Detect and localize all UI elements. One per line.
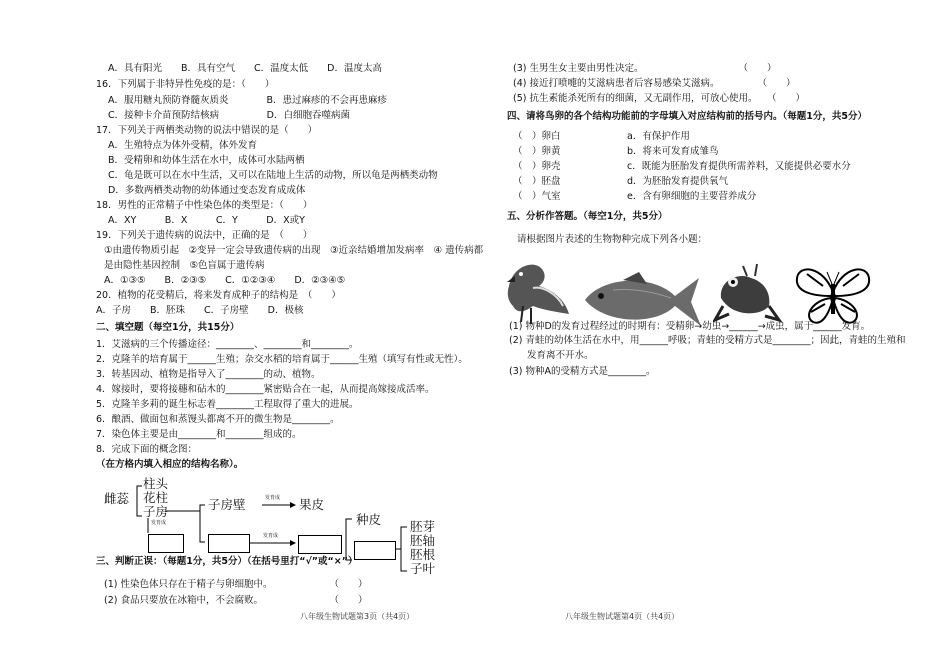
fill-7: 7．染色体主要是由________和________组成的。 — [96, 429, 302, 440]
q17-option-d: D．多数两栖类动物的幼体通过变态发育成成体 — [108, 185, 306, 196]
judge-1: (1) 性染色体只存在于精子与卵细胞中。 （ ） — [104, 579, 368, 590]
q18-options: A．XY B．X C．Y D．X或Y — [108, 215, 305, 226]
right-page — [475, 0, 950, 671]
q16-stem: 16．下列属于非特异性免疫的是：（ ） — [96, 79, 275, 90]
q19-options: A．①③⑤ B．②③⑤ C．①②③④ D．②③④⑤ — [104, 275, 346, 286]
q20-options: A．子房 B．胚珠 C．子房壁 D．极核 — [96, 305, 304, 316]
fill-5: 5．克隆羊多莉的诞生标志着________工程取得了重大的进展。 — [96, 399, 359, 410]
answer-box-ovule[interactable] — [148, 534, 184, 553]
analysis-intro: 请根据图片表述的生物物种完成下列各小题： — [517, 234, 708, 245]
analysis-q2: (2) 青蛙的幼体生活在水中，用______呼吸；青蛙的受精方式是________；因此，青蛙的生殖和 — [509, 335, 906, 346]
q19-statements-2: 是由隐性基因控制 ⑤色盲属于遗传病 — [104, 260, 265, 271]
analysis-q2-cont: 发育离不开水。 — [527, 350, 594, 361]
develops-label-1: 发育成 — [265, 495, 281, 501]
section-5-heading: 五、分析作答题。（每空1分，共5分） — [507, 211, 668, 222]
q17-option-b: B．受精卵和幼体生活在水中，成体可水陆两栖 — [108, 155, 305, 166]
butterfly-image — [793, 262, 873, 328]
fill-1: 1．艾滋病的三个传播途径：________、________和________。 — [96, 339, 359, 350]
develops-label-3: 发育成 — [263, 533, 279, 539]
embryo-part-hypocotyl: 胚轴 — [410, 533, 436, 548]
section-4-heading: 四、请将鸟卵的各个结构功能前的字母填入对应结构前的括号内。（每题1分，共5分） — [507, 111, 867, 122]
ovary-wall: 子房壁 — [208, 497, 246, 512]
q18-stem: 18．男性的正常精子中性染色体的类型是：（ ） — [96, 200, 313, 211]
q17-stem: 17．下列关于两栖类动物的说法中错误的是（ ） — [96, 125, 318, 136]
page-footer-right: 八年级生物试题第4页（共4页） — [565, 612, 680, 621]
judge-2: (2) 食品只要放在冰箱中，不会腐败。 （ ） — [104, 595, 368, 606]
embryo-part-radicle: 胚根 — [410, 547, 436, 562]
q16-options-ab: A．服用糖丸预防脊髓灰质炎 B．患过麻疹的不会再患麻疹 — [108, 95, 388, 106]
fill-8-instruction: （在方格内填入相应的结构名称）。 — [96, 459, 244, 470]
egg-row-5: （ ）气室 e．含有卵细胞的主要营养成分 — [513, 191, 757, 202]
style: 花柱 — [143, 490, 169, 505]
egg-row-4: （ ）胚盘 d．为胚胎发育提供氧气 — [513, 176, 729, 187]
q17-option-a: A．生殖特点为体外受精，体外发育 — [108, 140, 257, 151]
fill-2: 2．克隆羊的培育属于______生殖；杂交水稻的培育属于______生殖（填写有性或无性）。 — [96, 354, 468, 365]
judge-3: (3) 生男生女主要由男性决定。 （ ） — [513, 63, 777, 74]
q19-stem: 19．下列关于遗传病的说法中，正确的是 （ ） — [96, 230, 313, 241]
section-2-heading: 二、填空题（每空1分，共15分） — [96, 322, 240, 333]
fill-6: 6．酿酒、做面包和蒸馒头都离不开的微生物是________。 — [96, 414, 340, 425]
fill-4: 4．嫁接时，要将接穗和砧木的________紧密贴合在一起，从而提高嫁接成活率。 — [96, 384, 435, 395]
q15-options: A．具有阳光 B．具有空气 C．温度太低 D．温度太高 — [108, 63, 382, 74]
page-footer-left: 八年级生物试题第3页（共4页） — [300, 612, 415, 621]
stigma: 柱头 — [143, 476, 169, 491]
q16-options-cd: C．接种卡介苗预防结核病 D．白细胞吞噬病菌 — [108, 110, 350, 121]
egg-row-2: （ ）卵黄 b．将来可发育成雏鸟 — [513, 146, 719, 157]
fill-8: 8．完成下面的概念图： — [96, 444, 198, 455]
answer-box-embryo[interactable] — [354, 541, 396, 560]
egg-row-3: （ ）卵壳 c．既能为胚胎发育提供所需养料，又能提供必要水分 — [513, 161, 851, 172]
q20-stem: 20．植物的花受精后，将来发育成种子的结构是 （ ） — [96, 290, 341, 301]
embryo-part-plumule: 胚芽 — [410, 519, 436, 534]
fill-3: 3．转基因动、植物是指导入了________的动、植物。 — [96, 369, 321, 380]
analysis-q1: (1) 物种D的发育过程经过的时期有：受精卵→幼虫→______→成虫，属于______发育。 — [509, 321, 871, 332]
judge-5: (5) 抗生素能杀死所有的细菌，又无副作用，可放心使用。 （ ） — [513, 93, 805, 104]
frog-image — [713, 262, 783, 324]
answer-box-middle[interactable] — [208, 534, 250, 553]
embryo-part-cotyledon: 子叶 — [410, 561, 436, 576]
egg-row-1: （ ）卵白 a．有保护作用 — [513, 131, 690, 142]
develops-label-2: 发育成 — [151, 520, 167, 526]
ovary: 子房 — [143, 504, 169, 519]
q19-statements-1: ①由遗传物质引起 ②变异一定会导致遗传病的出现 ③近亲结婚增加发病率 ④ 遗传病都 — [104, 245, 484, 256]
section-3-heading: 三、判断正误：（每题1分，共5分）（在括号里打“√”或“×”） — [96, 556, 358, 567]
analysis-q3: (3) 物种A的受精方式是________。 — [509, 366, 656, 377]
seed-coat: 种皮 — [356, 512, 382, 527]
judge-4: (4) 接近打喷嚏的艾滋病患者后容易感染艾滋病。 （ ） — [513, 78, 796, 89]
answer-box-seed[interactable] — [298, 535, 342, 554]
pigeon-image — [503, 256, 573, 328]
flower-pistil: 雌蕊 — [104, 491, 130, 506]
pericarp: 果皮 — [299, 497, 325, 512]
q17-option-c: C．龟是既可以在水中生活，又可以在陆地上生活的动物，所以龟是两栖类动物 — [108, 170, 438, 181]
